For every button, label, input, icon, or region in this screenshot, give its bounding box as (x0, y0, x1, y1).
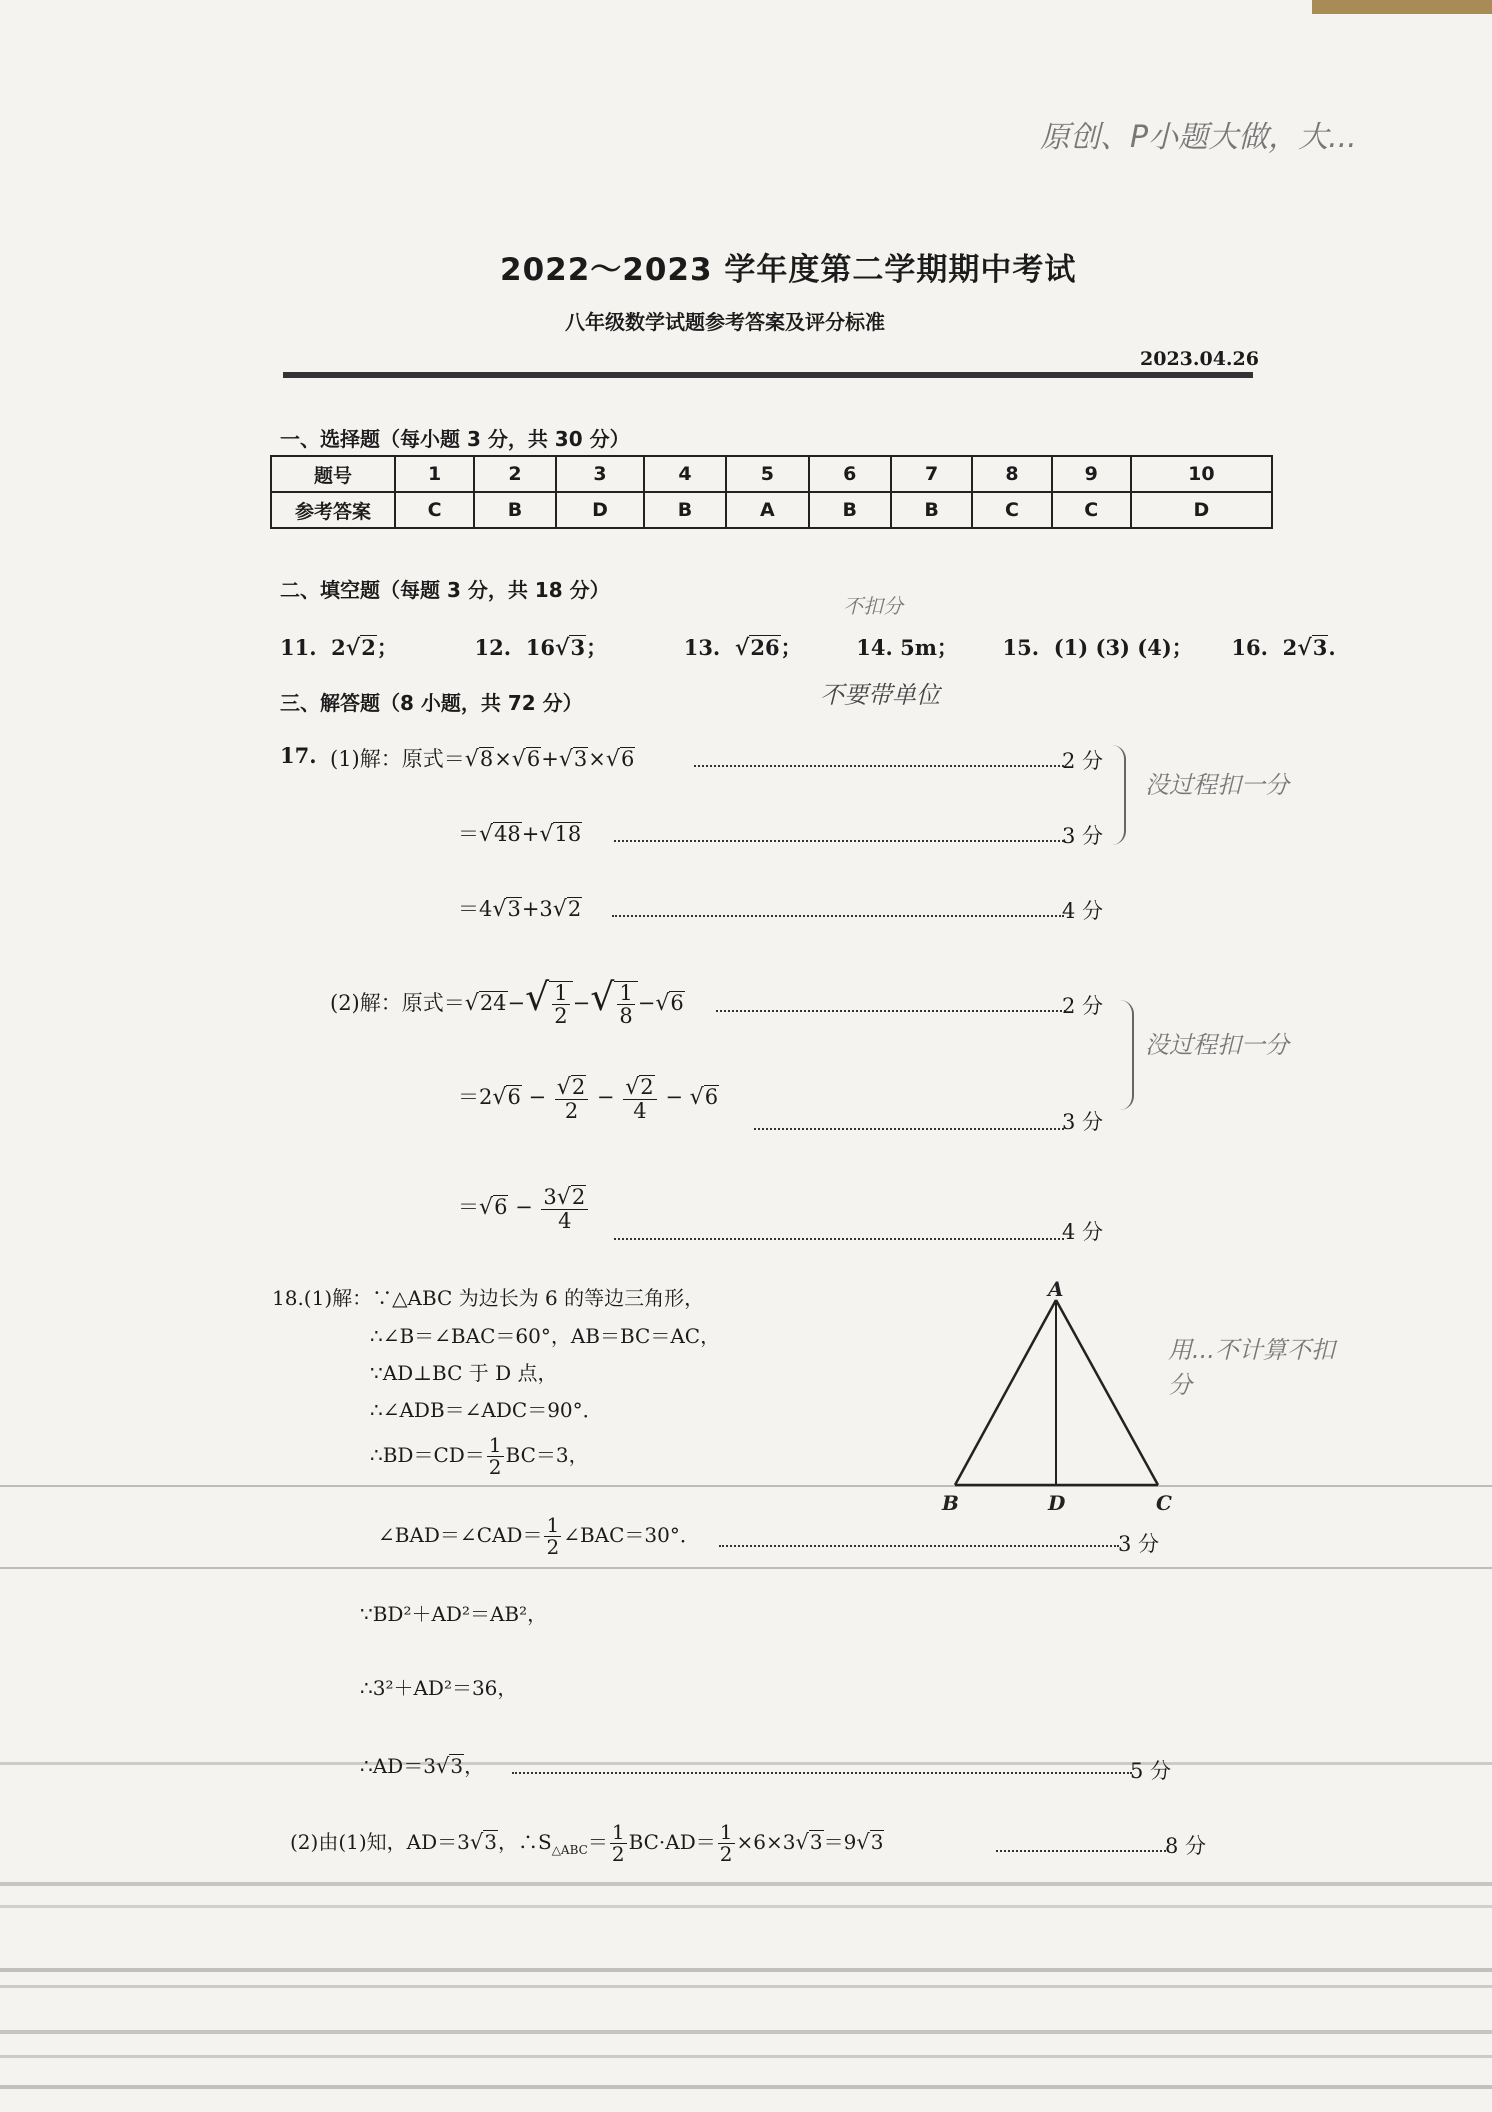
corner-tape (1312, 0, 1492, 14)
radical: √6 (492, 1085, 521, 1111)
radical: √18 (539, 822, 582, 847)
fraction: $\frac{3√2}{4}$ (541, 1185, 588, 1232)
score-label: 8 分 (1165, 1834, 1207, 1858)
scan-line (0, 1762, 1492, 1765)
table-cell: 10 (1131, 456, 1272, 492)
q15-answer: (1) (3) (4)； (1053, 635, 1193, 660)
table-cell: B (891, 492, 973, 528)
dot-leader (996, 1850, 1166, 1852)
radical: √3 (795, 1830, 823, 1854)
scan-line (0, 2030, 1492, 2034)
radical: √6 (689, 1085, 719, 1111)
page-title: 2022～2023 学年度第二学期期中考试 (500, 252, 1077, 288)
scan-line (0, 1882, 1492, 1886)
fraction: $\frac{1}{2}$ (488, 1433, 502, 1479)
table-cell: 1 (395, 456, 474, 492)
triangle-figure (930, 1280, 1180, 1520)
radical: √3 (558, 747, 588, 772)
table-cell: B (474, 492, 556, 528)
dot-leader (716, 1010, 1066, 1012)
table-cell: B (644, 492, 726, 528)
triangle-side-ab (955, 1300, 1056, 1485)
q17-number: 17. (280, 743, 317, 768)
score-label: 4 分 (1062, 899, 1104, 923)
radical: √3 (469, 1830, 497, 1854)
q17-1-line1: (1)解：原式＝√8×√6+√3×√6 (330, 747, 635, 772)
dot-leader (612, 915, 1064, 917)
radical: √26 (734, 635, 780, 661)
table-row (271, 456, 1272, 492)
scan-line (0, 2085, 1492, 2089)
dot-leader (614, 840, 1064, 842)
fraction: $\frac{1}{2}$ (554, 980, 568, 1028)
fraction: $\frac{1}{2}$ (611, 1820, 625, 1866)
radical: √6 (511, 747, 541, 772)
q18-line9: ∴AD＝3√3， (360, 1754, 485, 1778)
vertex-label-d: D (1048, 1491, 1066, 1515)
dot-leader (694, 765, 1064, 767)
dot-leader (614, 1238, 1064, 1240)
q16-coef: 2 (1282, 635, 1298, 660)
q18-line2: ∴∠B＝∠BAC＝60°，AB＝BC＝AC， (370, 1324, 721, 1348)
answer-table (270, 455, 1273, 529)
score-label: 2 分 (1062, 994, 1104, 1018)
brace-q17-1 (1110, 745, 1126, 845)
separator: ； (376, 635, 398, 660)
dot-leader (754, 1128, 1064, 1130)
score-label: 3 分 (1118, 1532, 1160, 1556)
table-cell: C (972, 492, 1051, 528)
header-rule (283, 372, 1253, 378)
fraction: $\frac{√2}{4}$ (623, 1075, 656, 1122)
q18-line7: ∵BD²＋AD²＝AB²， (360, 1602, 548, 1626)
fraction: $\frac{1}{2}$ (546, 1513, 560, 1559)
radical: √3 (856, 1830, 884, 1854)
fraction: $\frac{1}{8}$ (619, 980, 633, 1028)
q11-number: 11. (280, 635, 317, 660)
q18-line1: 18.(1)解：∵△ABC 为边长为 6 的等边三角形， (272, 1286, 705, 1310)
table-cell: 参考答案 (271, 492, 395, 528)
table-cell: D (1131, 492, 1272, 528)
dot-leader (719, 1545, 1119, 1547)
dot-leader (512, 1772, 1132, 1774)
table-cell: 3 (556, 456, 644, 492)
handwritten-note-top: 原创、P小题大做，大... (1040, 120, 1357, 155)
separator: ； (586, 635, 608, 660)
q18-line5: ∴BD＝CD＝ $\frac{1}{2}$ BC＝3， (370, 1433, 589, 1479)
q12-number: 12. (474, 635, 512, 660)
handwritten-note-q14a: 不扣分 (843, 594, 903, 618)
table-cell: D (556, 492, 644, 528)
scan-line (0, 1985, 1492, 1988)
q17-2-line3: ＝√6 − $\frac{3√2}{4}$ (458, 1185, 590, 1232)
q17-1-label: (1)解：原式＝ (330, 747, 465, 771)
section3-heading: 三、解答题（8 小题，共 72 分） (280, 691, 583, 715)
table-cell: 9 (1052, 456, 1131, 492)
scan-line (0, 1485, 1492, 1487)
q17-2-label: (2)解：原式＝ (330, 991, 465, 1015)
radical: √24 (464, 991, 507, 1016)
q18-line8: ∴3²＋AD²＝36， (360, 1676, 518, 1700)
score-label: 3 分 (1062, 824, 1104, 848)
radical: √8 (464, 747, 494, 772)
table-cell: 5 (726, 456, 809, 492)
radical: √3 (492, 897, 521, 922)
score-label: 4 分 (1062, 1220, 1104, 1244)
score-label: 2 分 (1062, 749, 1104, 773)
page-subtitle: 八年级数学试题参考答案及评分标准 (565, 310, 885, 334)
table-row (271, 492, 1272, 528)
handwritten-note-q18: 用...不计算不扣分 (1168, 1336, 1335, 1399)
handwritten-note-q17-2: 没过程扣一分 (1145, 1031, 1289, 1059)
scan-line (0, 1968, 1492, 1972)
q17-2-line1: (2)解：原式＝√24−√ $\frac{1}{2}$ −√ $\frac{1}{8}$ −√6 (330, 975, 684, 1028)
radical: √3 (554, 635, 586, 661)
radical: √3 (435, 1754, 464, 1778)
q17-1-line3: ＝4√3+3√2 (458, 897, 582, 922)
fraction: $\frac{1}{2}$ (719, 1820, 733, 1866)
scan-line (0, 2055, 1492, 2058)
table-cell: 题号 (271, 456, 395, 492)
brace-q17-2 (1118, 1000, 1134, 1110)
q18-line3: ∵AD⊥BC 于 D 点， (370, 1361, 558, 1385)
triangle-side-ac (1056, 1300, 1158, 1485)
period: . (1328, 635, 1336, 660)
radical: √ $\frac{1}{8}$ (590, 975, 637, 1027)
q13-number: 13. (683, 635, 721, 660)
separator: ； (780, 635, 802, 660)
table-cell: 4 (644, 456, 726, 492)
table-cell: C (395, 492, 474, 528)
table-cell: 2 (474, 456, 556, 492)
radical: √48 (479, 822, 521, 847)
vertex-label-c: C (1156, 1491, 1172, 1515)
q14-answer: 14. 5m； (856, 635, 958, 660)
q16-number: 16. (1231, 635, 1268, 660)
radical: √ $\frac{1}{2}$ (525, 975, 572, 1027)
radical: √2 (552, 897, 582, 922)
score-label: 5 分 (1130, 1759, 1172, 1783)
exam-date: 2023.04.26 (1140, 348, 1259, 370)
table-cell: C (1052, 492, 1131, 528)
table-cell: 8 (972, 456, 1051, 492)
handwritten-note-q17-1: 没过程扣一分 (1145, 771, 1289, 799)
q17-1-line2: ＝√48+√18 (458, 822, 582, 847)
fill-blank-answers (280, 632, 1336, 662)
radical: √3 (1297, 635, 1328, 661)
radical: √2 (345, 635, 376, 661)
fraction: $\frac{√2}{2}$ (555, 1075, 588, 1122)
vertex-label-a: A (1048, 1280, 1064, 1301)
radical: √6 (655, 991, 684, 1016)
scan-line (0, 1567, 1492, 1569)
scan-line (0, 1905, 1492, 1908)
table-cell: 6 (809, 456, 891, 492)
q18-line4: ∴∠ADB＝∠ADC＝90°． (370, 1398, 603, 1422)
handwritten-note-q14b: 不要带单位 (820, 681, 940, 709)
radical: √6 (605, 747, 635, 772)
table-cell: 7 (891, 456, 973, 492)
q18-line6: ∠BAD＝∠CAD＝ $\frac{1}{2}$ ∠BAC＝30°． (378, 1513, 700, 1559)
q18-part2: (2)由(1)知，AD＝3√3，$\therefore S_{\triangle ABC}=$ $\frac{1}{2}$ BC·AD＝ $\frac{1}{2}$ ×6×3√3＝9√3 (290, 1820, 884, 1866)
vertex-label-b: B (942, 1491, 959, 1515)
score-label: 3 分 (1062, 1110, 1104, 1134)
section2-heading: 二、填空题（每题 3 分，共 18 分） (280, 578, 610, 602)
radical: √6 (479, 1195, 508, 1221)
table-cell: A (726, 492, 809, 528)
q17-2-line2: ＝2√6 − $\frac{√2}{2}$ − $\frac{√2}{4}$ − √6 (458, 1075, 719, 1124)
q12-coef: 16 (525, 635, 555, 660)
section1-heading: 一、选择题（每小题 3 分，共 30 分） (280, 427, 630, 451)
q11-coef: 2 (331, 635, 346, 660)
q15-number: 15. (1002, 635, 1040, 660)
table-cell: B (809, 492, 891, 528)
